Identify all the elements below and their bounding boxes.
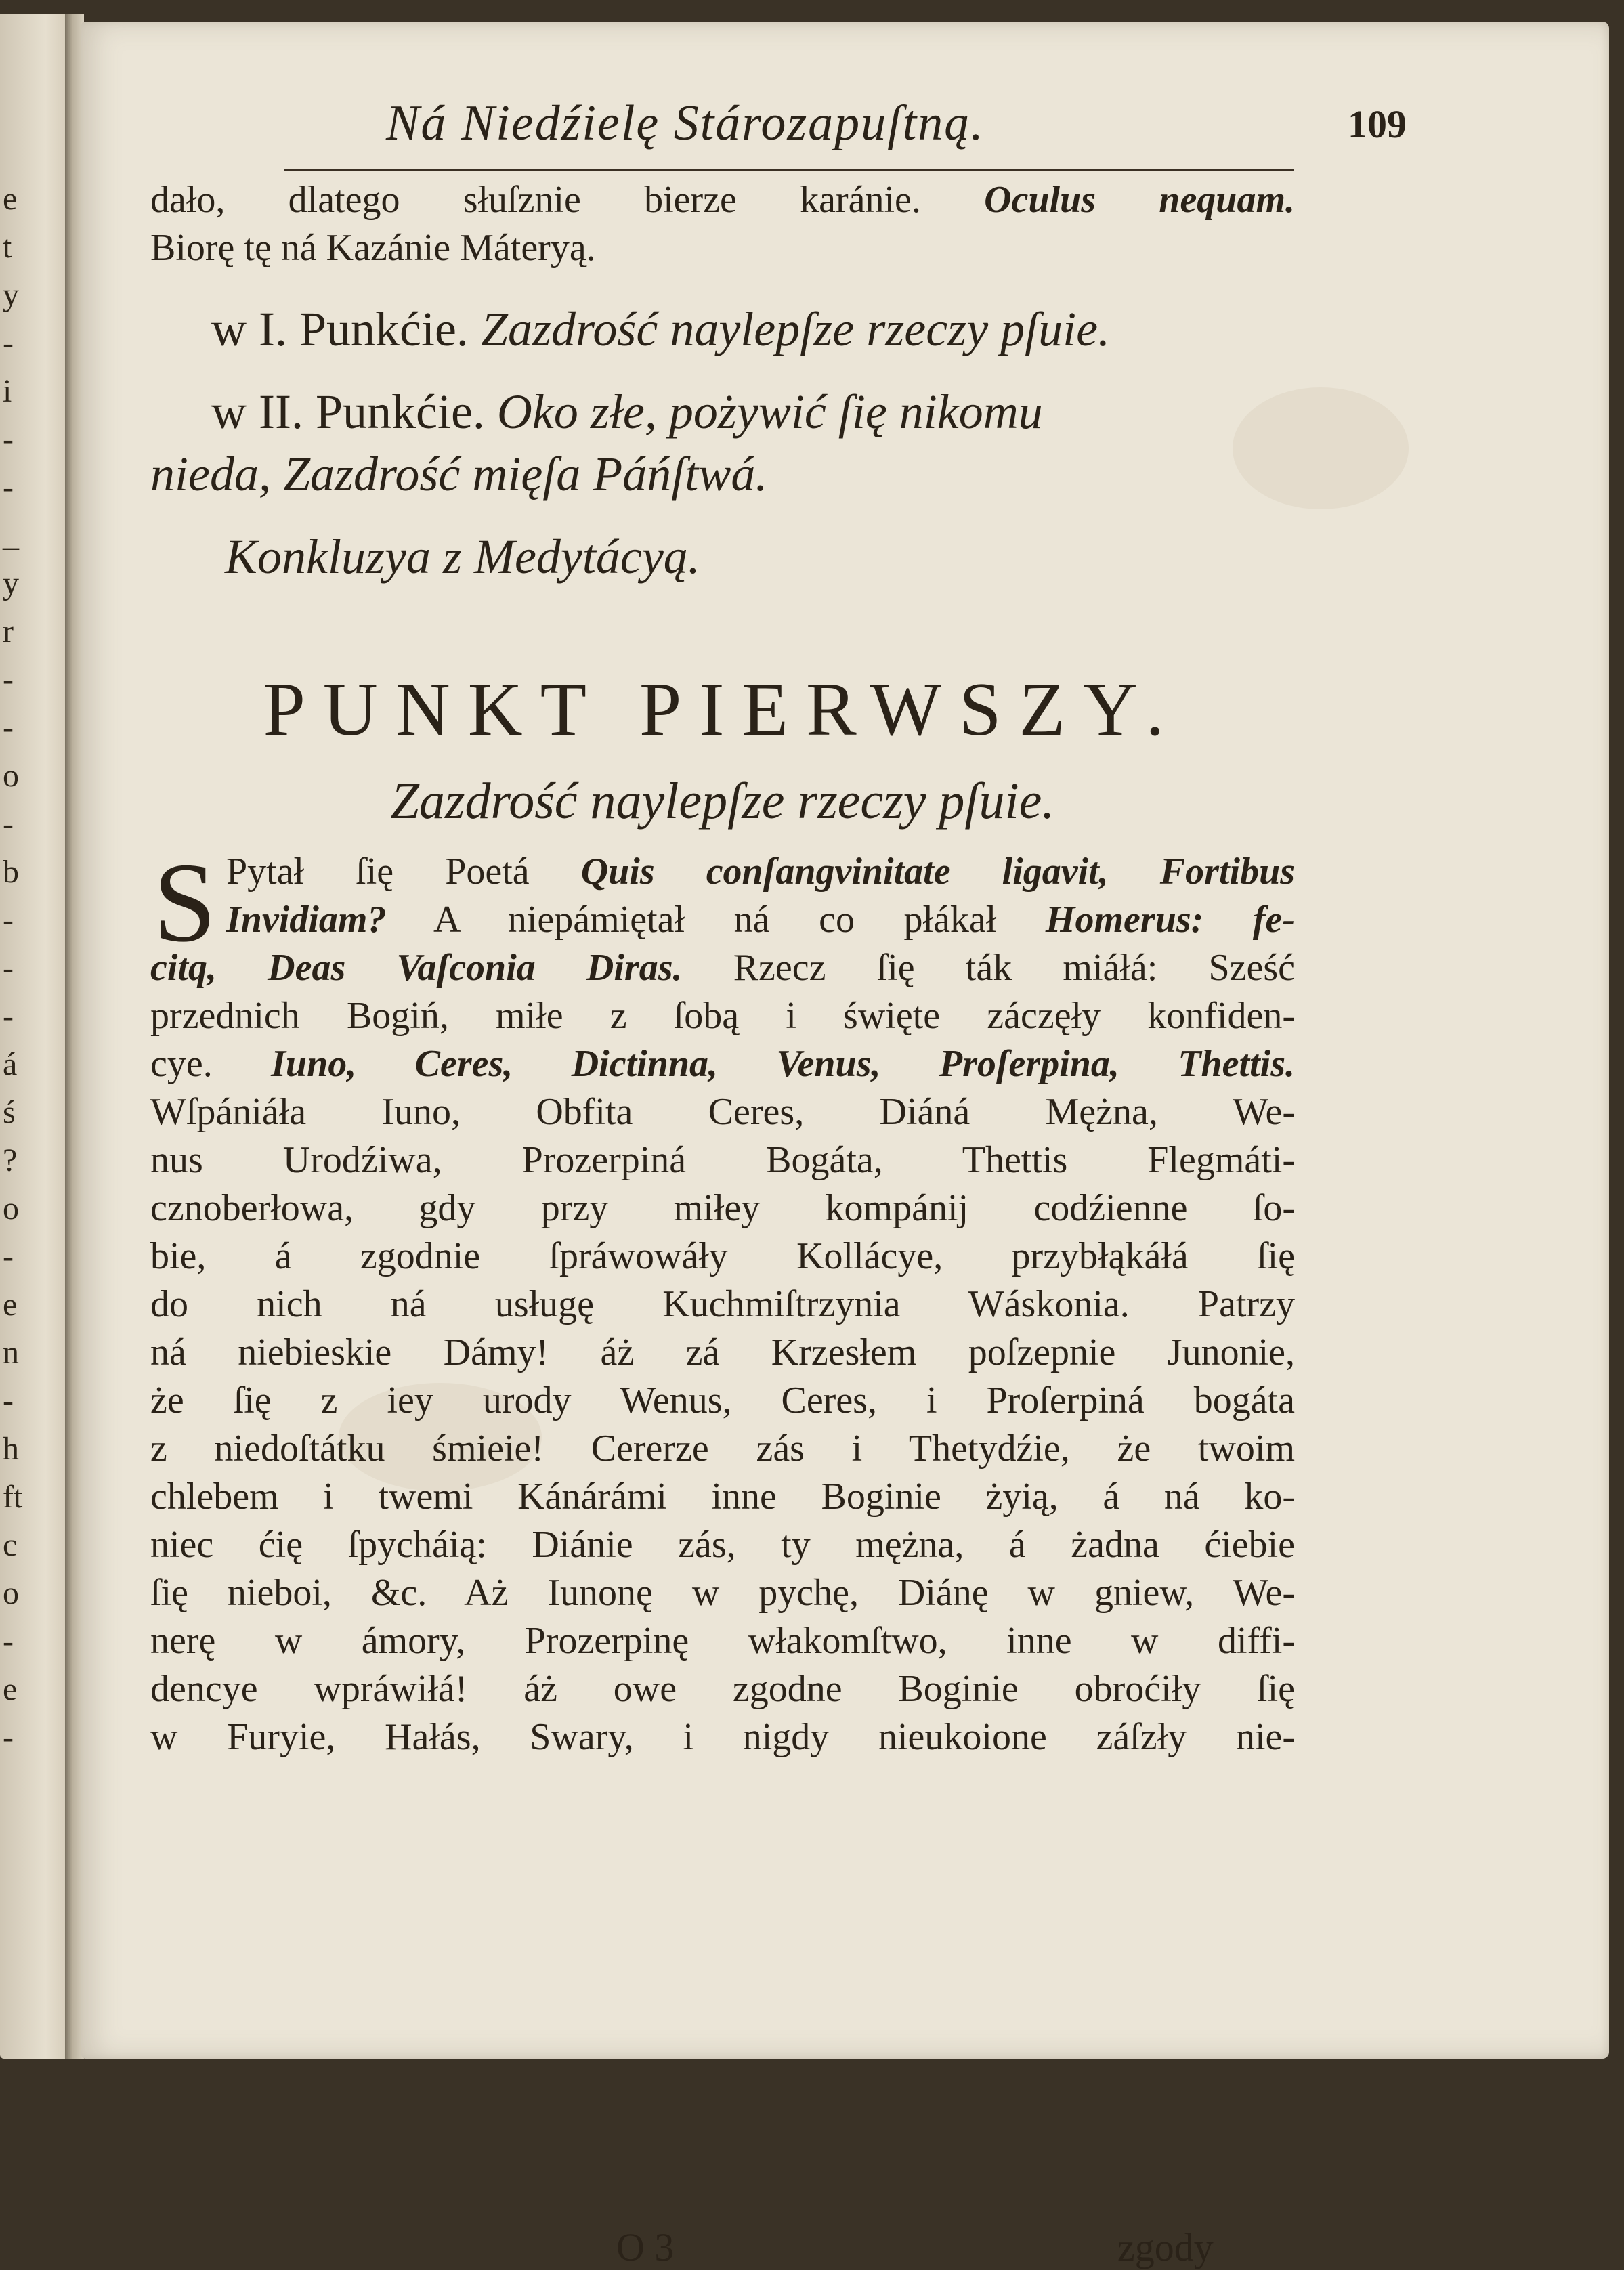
point-line: [150, 443, 1295, 505]
polish-text: ná niebieskie Dámy! áż zá Krzesłem poſzepnie Junonie,: [150, 1331, 1295, 1373]
polish-text: przednich Bogiń, miłe z ſobą i święte záczęły konfiden-: [150, 995, 1295, 1037]
intro-latin: Oculus nequam.: [984, 179, 1296, 221]
polish-text: Rzecz ſię ták miáłá: Sześć: [682, 947, 1296, 989]
facing-margin-fragment: -: [3, 1623, 14, 1659]
polish-text: że ſię z iey urody Wenus, Ceres, i Proſerpiná bogáta: [150, 1379, 1295, 1421]
body-line: [150, 1184, 1295, 1233]
point-label: w II. Punkćie.: [211, 385, 497, 439]
body-line: [150, 1329, 1295, 1377]
intro-text: Biorę tę ná Kazánie Máteryą.: [150, 227, 596, 269]
point-text: Oko złe, pożywić ſię nikomu: [496, 385, 1043, 439]
body-line: [150, 896, 1295, 944]
facing-margin-fragment: r: [3, 614, 14, 649]
facing-margin-fragment: -: [3, 950, 14, 986]
facing-margin-fragment: c: [3, 1527, 18, 1563]
catchword: zgody: [1117, 2225, 1214, 2269]
polish-text: nus Urodźiwa, Prozerpiná Bogáta, Thettis Flegmáti-: [150, 1139, 1295, 1181]
facing-margin-fragment: t: [3, 229, 12, 265]
running-header: [298, 88, 1287, 176]
body-paragraph: [150, 840, 1296, 1761]
drop-cap: S: [153, 840, 217, 966]
latin-text: Quis conſangvinitate ligavit, Fortibus: [580, 851, 1295, 893]
facing-margin-fragment: -: [3, 998, 14, 1034]
facing-margin-fragment: e: [3, 181, 18, 217]
body-line: [150, 1473, 1295, 1521]
body-line: [150, 1425, 1295, 1473]
facing-margin-fragment: o: [3, 758, 19, 794]
polish-text: z niedoſtátku śmieie! Cererze zás i Thetydźie, że twoim: [150, 1428, 1295, 1470]
body-line: [150, 1136, 1295, 1184]
facing-margin-fragment: -: [3, 325, 14, 361]
facing-margin-fragment: h: [3, 1431, 19, 1467]
body-line: [150, 1281, 1295, 1329]
facing-margin-fragment: -: [3, 806, 14, 842]
section-heading: PUNKT PIERWSZY.: [263, 668, 1182, 752]
text-block: [150, 176, 1295, 1761]
signature-mark: O 3: [616, 2225, 675, 2269]
intro-text: dało, dlatego słuſznie bierze karánie.: [150, 179, 985, 221]
facing-margin-fragment: _: [3, 517, 19, 553]
facing-margin-fragment: o: [3, 1191, 19, 1226]
facing-margin-fragment: -: [3, 1383, 14, 1419]
body-line: [150, 1713, 1295, 1761]
body-line: [150, 1521, 1295, 1569]
point-text: nieda, Zazdrość mięſa Páńſtwá.: [150, 447, 768, 501]
polish-text: bie, á zgodnie ſpráwowáły Kollácye, przybłąkáłá ſię: [150, 1235, 1295, 1277]
facing-margin-fragment: -: [3, 1719, 14, 1755]
point-line: [150, 526, 1295, 588]
point-label: w I. Punkćie.: [211, 302, 481, 356]
body-line: [150, 1040, 1295, 1088]
facing-margin-fragment: -: [3, 902, 14, 938]
facing-margin-fragment: i: [3, 373, 12, 409]
facing-margin-fragment: -: [3, 469, 14, 505]
point-line: [150, 298, 1295, 360]
facing-margin-fragment: ś: [3, 1094, 16, 1130]
body-line: [150, 944, 1295, 992]
body-line: [150, 992, 1295, 1040]
polish-text: A niepámiętał ná co płákał: [386, 899, 1046, 941]
intro-line: [150, 176, 1295, 224]
polish-text: dencye wpráwiłá! áż owe zgodne Boginie obroćiły ſię: [150, 1668, 1295, 1710]
polish-text: cznoberłowa, gdy przy miłey kompánij codźienne ſo-: [150, 1187, 1295, 1229]
page-number: 109: [1348, 102, 1407, 146]
facing-margin-fragment: e: [3, 1287, 18, 1323]
point-line: [150, 381, 1295, 443]
section-subheading: Zazdrość naylepſze rzeczy pſuie.: [390, 773, 1055, 830]
polish-text: Pytał ſię Poetá: [226, 851, 581, 893]
facing-margin-fragment: b: [3, 854, 19, 890]
latin-text: Iuno, Ceres, Dictinna, Venus, Proſerpina, Thettis.: [271, 1043, 1295, 1085]
facing-margin-fragment: -: [3, 421, 14, 457]
facing-margin-fragment: -: [3, 1239, 14, 1275]
latin-text: citq, Deas Vaſconia Diras.: [150, 947, 683, 989]
body-line: [150, 1569, 1295, 1617]
facing-margin-fragment: -: [3, 662, 14, 698]
polish-text: cye.: [150, 1043, 272, 1085]
facing-margin-fragment: á: [3, 1046, 18, 1082]
facing-margin-fragment: o: [3, 1575, 19, 1611]
facing-margin-fragment: -: [3, 710, 14, 746]
polish-text: chlebem i twemi Kánárámi inne Boginie żyią, á ná ko-: [150, 1476, 1295, 1518]
body-line: [150, 1233, 1295, 1281]
body-line: [150, 1088, 1295, 1136]
polish-text: Wſpániáła Iuno, Obfita Ceres, Diáná Mężna, We-: [150, 1091, 1295, 1133]
polish-text: w Furyie, Hałás, Swary, i nigdy nieukoione záſzły nie-: [150, 1716, 1295, 1758]
facing-margin-fragment: ?: [3, 1142, 18, 1178]
polish-text: niec ćię ſpycháią: Diánie zás, ty mężna, á żadna ćiebie: [150, 1524, 1295, 1566]
polish-text: do nich ná usługę Kuchmiſtrzynia Wáskonia. Patrzy: [150, 1283, 1295, 1325]
latin-text: Homerus: fe-: [1045, 899, 1295, 941]
facing-margin-fragment: n: [3, 1335, 19, 1371]
conclusion-text: Konkluzya z Medytácyą.: [225, 530, 700, 584]
body-line: [150, 1617, 1295, 1665]
body-line: [150, 848, 1295, 896]
polish-text: nerę w ámory, Prozerpinę włakomſtwo, inne w diffi-: [150, 1620, 1295, 1662]
intro-line: [150, 224, 1295, 272]
facing-margin-fragment: y: [3, 565, 19, 601]
polish-text: ſię nieboi, &c. Aż Iunonę w pychę, Diánę w gniew, We-: [150, 1572, 1295, 1614]
running-title: Ná Niedźielę Stározapuſtną.: [386, 95, 985, 151]
facing-margin-fragment: e: [3, 1671, 18, 1707]
facing-margin-fragment: y: [3, 277, 19, 313]
latin-text: Invidiam?: [226, 899, 387, 941]
body-line: [150, 1377, 1295, 1425]
facing-margin-fragment: ft: [3, 1479, 23, 1515]
header-rule: [284, 169, 1294, 171]
point-text: Zazdrość naylepſze rzeczy pſuie.: [480, 302, 1111, 356]
body-line: [150, 1665, 1295, 1713]
